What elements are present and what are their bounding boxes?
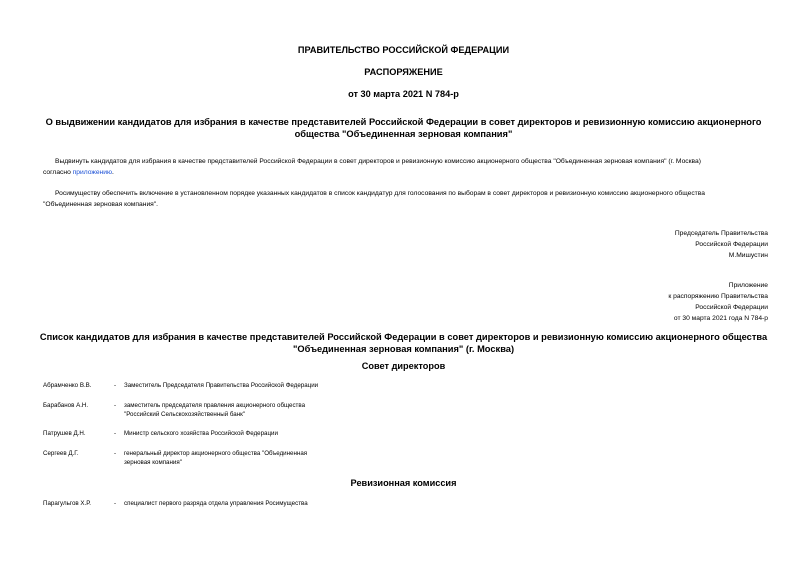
member-dash: -	[114, 500, 117, 507]
member-name: Парагульгов Х.Р.	[43, 500, 91, 507]
member-dash: -	[114, 402, 117, 409]
paragraph-2-line-1: Росимуществу обеспечить включение в установленном порядке указанных кандидатов в список кандидатур для голосования по выборам в совет директоров и ревизионную комиссию акционерного общества	[55, 190, 705, 197]
signature-block: Председатель Правительства Российской Федерации М.Мишустин	[674, 230, 768, 259]
member-position: Министр сельского хозяйства Российской Федерации	[124, 430, 278, 437]
document-title-line-2: общества "Объединенная зерновая компания"	[294, 129, 513, 139]
member-name: Барабанов А.Н.	[43, 402, 89, 409]
member-name: Сергеев Д.Г.	[43, 450, 79, 457]
member-position: генеральный директор акционерного общества "Объединенная зерновая компания"	[124, 450, 308, 466]
document-date-number: от 30 марта 2021 N 784-р	[348, 89, 459, 99]
document-title-line-1: О выдвижении кандидатов для избрания в качестве представителей Российской Федерации в совет директоров и ревизионную комиссию акционерного	[45, 117, 762, 127]
member-dash: -	[114, 450, 117, 457]
list-title-line-1: Список кандидатов для избрания в качестве представителей Российской Федерации в совет директоров и ревизионную комиссию акционерного общества	[39, 332, 768, 342]
paragraph-1-line-1: Выдвинуть кандидатов для избрания в качестве представителей Российской Федерации в совет директоров и ревизионную комиссию акционерного общества "Объединенная зерновая компания" (г. Москва)	[55, 158, 701, 165]
member-dash: -	[114, 382, 117, 389]
paragraph-2-line-2: "Объединенная зерновая компания".	[43, 201, 159, 208]
appendix-link[interactable]: приложению	[72, 169, 113, 176]
appendix-reference: Приложение к распоряжению Правительства Российской Федерации от 30 марта 2021 года N 784-р	[668, 282, 768, 322]
member-position: заместитель председателя правления акционерного общества "Российский Сельскохозяйственный банк"	[124, 402, 306, 418]
list-title-line-2: "Объединенная зерновая компания" (г. Москва)	[292, 344, 515, 354]
document-type: РАСПОРЯЖЕНИЕ	[364, 67, 443, 77]
government-name: ПРАВИТЕЛЬСТВО РОССИЙСКОЙ ФЕДЕРАЦИИ	[297, 45, 510, 55]
audit-heading: Ревизионная комиссия	[350, 478, 457, 488]
member-dash: -	[114, 430, 117, 437]
list-title	[0, 331, 807, 355]
paragraph-1-line-2: согласно приложению.	[43, 169, 114, 176]
member-name: Патрушев Д.Н.	[43, 430, 86, 437]
member-name: Абрамченко В.В.	[43, 382, 92, 389]
paragraph-2	[43, 188, 769, 210]
paragraph-1	[43, 156, 769, 178]
member-position: специалист первого разряда отдела управления Росимущества	[124, 500, 308, 507]
member-position: Заместитель Председателя Правительства Российской Федерации	[124, 382, 319, 389]
board-heading: Совет директоров	[361, 361, 446, 371]
document-title	[0, 116, 807, 140]
